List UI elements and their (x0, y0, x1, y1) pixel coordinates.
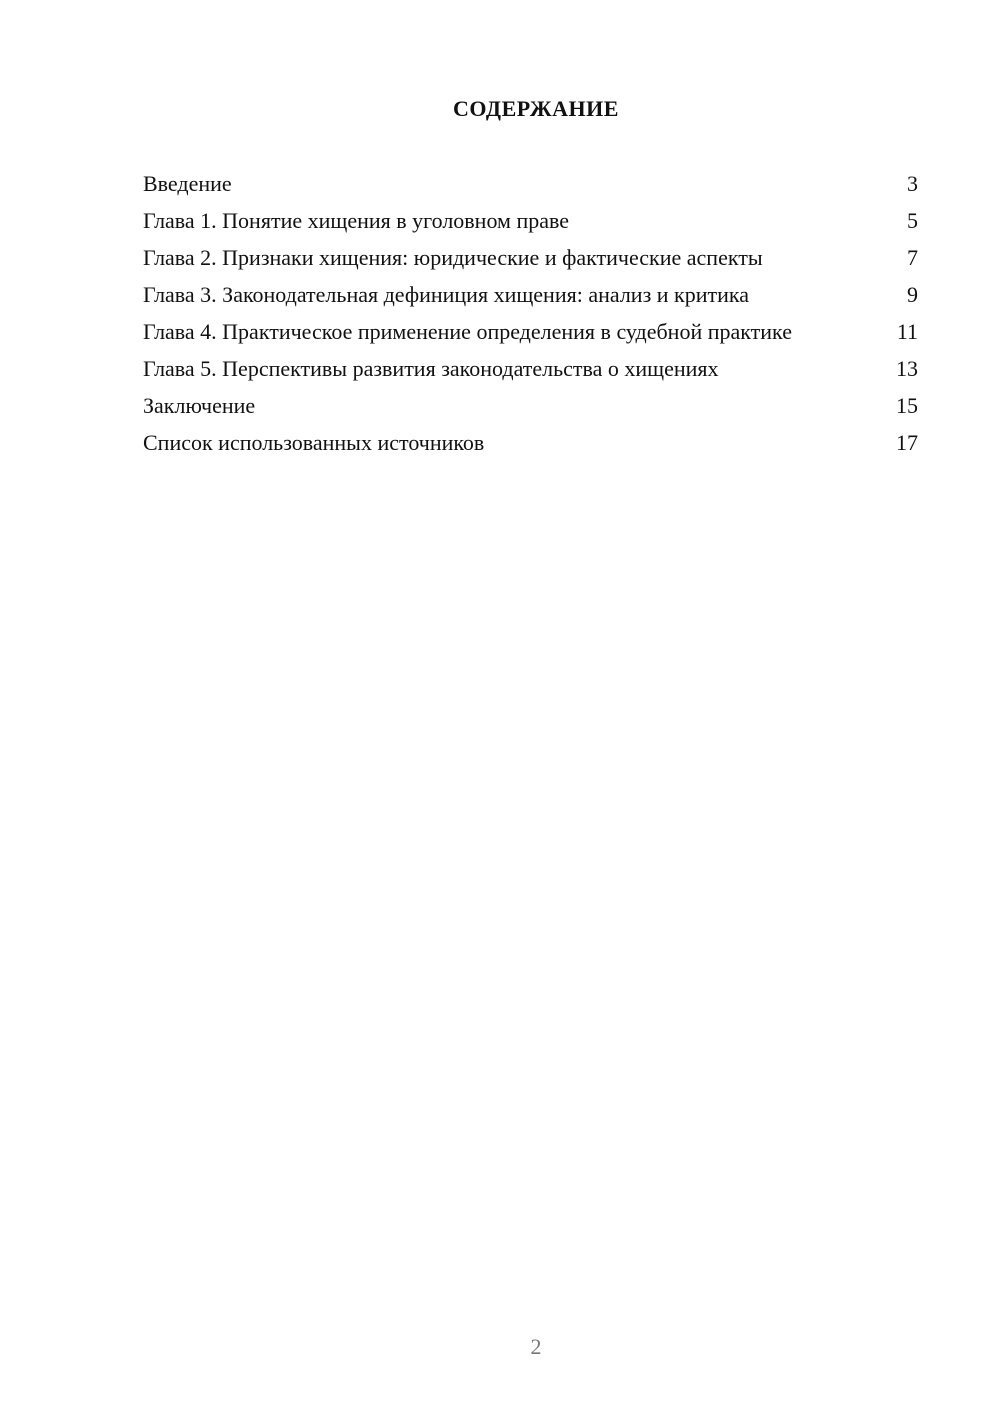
toc-entry-chapter-2 (143, 244, 918, 271)
toc-entry-page: 3 (907, 171, 918, 196)
toc-entry-conclusion (143, 392, 918, 419)
toc-entry-introduction (143, 170, 918, 197)
toc-entry-page: 11 (896, 319, 918, 344)
toc-entry-label: Глава 1. Понятие хищения в уголовном праве (143, 208, 570, 233)
toc-entry-chapter-5 (143, 355, 918, 382)
toc-entry-references (143, 429, 918, 456)
toc-entry-label: Глава 3. Законодательная дефиниция хищения: анализ и критика (143, 282, 750, 307)
toc-entry-page: 15 (896, 393, 918, 418)
toc-entry-page: 17 (896, 430, 918, 455)
toc-entry-label: Заключение (143, 393, 256, 418)
toc-entry-page: 13 (896, 356, 918, 381)
toc-entry-chapter-4 (143, 318, 918, 345)
toc-entry-chapter-1 (143, 207, 918, 234)
toc-entry-label: Введение (143, 171, 232, 196)
toc-entry-page: 5 (907, 208, 918, 233)
table-of-contents (143, 170, 918, 466)
toc-entry-page: 9 (907, 282, 918, 307)
toc-title: СОДЕРЖАНИЕ (453, 96, 619, 121)
toc-entry-label: Список использованных источников (143, 430, 485, 455)
toc-entry-page: 7 (907, 245, 918, 270)
toc-entry-label: Глава 4. Практическое применение определения в судебной практике (143, 319, 792, 344)
toc-entry-label: Глава 5. Перспективы развития законодательства о хищениях (143, 356, 719, 381)
toc-entry-label: Глава 2. Признаки хищения: юридические и фактические аспекты (143, 245, 763, 270)
page-number: 2 (530, 1334, 542, 1359)
toc-entry-chapter-3 (143, 281, 918, 308)
